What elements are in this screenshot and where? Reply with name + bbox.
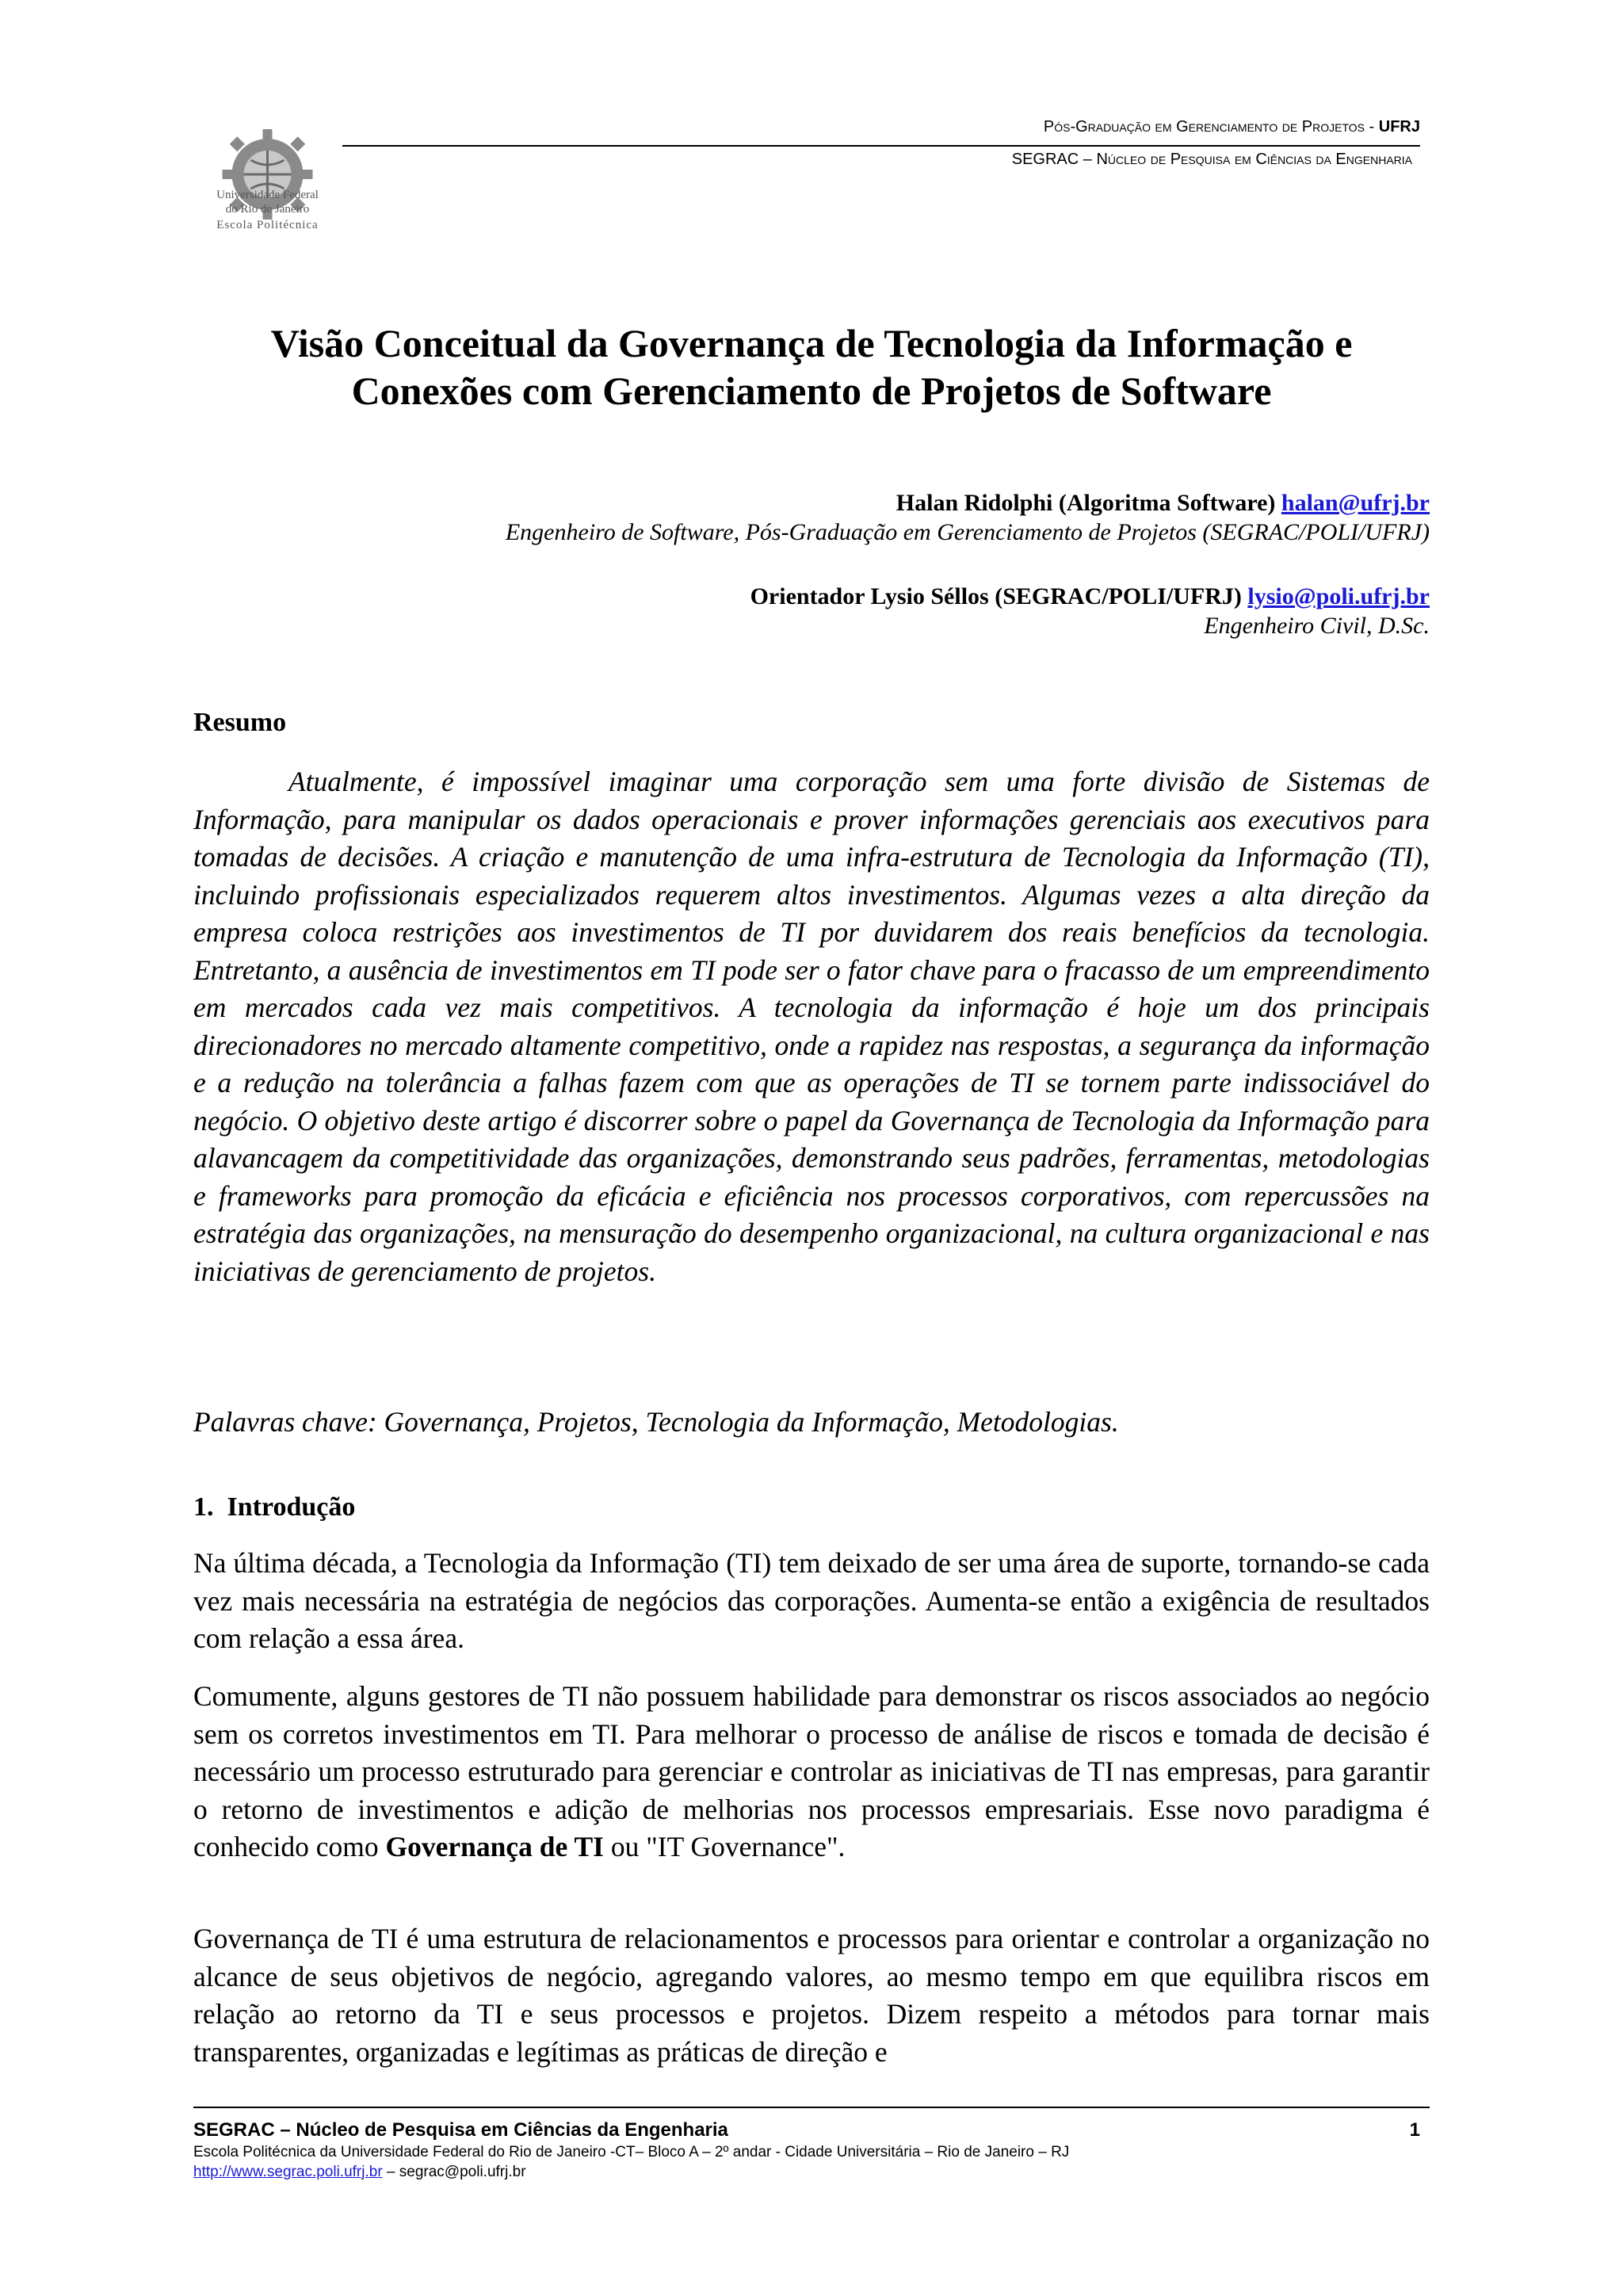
intro-paragraph-2-start: Comumente, alguns gestores de TI não possuem habilidade para demonstrar os riscos associados ao negócio sem os corretos investimentos em TI. Para melhorar o processo de análise de riscos e tomada de decisão é necessário um processo estruturado para gerenciar e controlar as iniciativas de TI nas empresas, para garantir o retorno de investimentos e adição de melhorias nos processos empresariais. Esse novo paradigma é conhecido como bbox=[193, 1680, 1430, 1862]
abstract-text: Atualmente, é impossível imaginar uma corporação sem uma forte divisão de Sistemas de Informação, para manipular os dados operacionais e prover informações gerenciais aos executivos para tomadas de decisões. A criação e manutenção de uma infra-estrutura de Tecnologia da Informação (TI), incluindo profissionais especializados requerem altos investimentos. Algumas vezes a alta direção da empresa coloca restrições aos investimentos de TI por duvidarem dos reais benefícios da tecnologia. Entretanto, a ausência de investimentos em TI pode ser o fator chave para o fracasso de um empreendimento em mercados cada vez mais competitivos. A tecnologia da informação é hoje um dos principais direcionadores no mercado altamente competitivo, onde a rapidez nas respostas, a segurança da informação e a redução na tolerância a falhas fazem com que as operações de TI se tornem parte indissociável do negócio. O objetivo deste artigo é discorrer sobre o papel da Governança de Tecnologia da Informação para alavancagem da competitividade das organizações, demonstrando seus padrões, ferramentas, metodologias e frameworks para promoção da eficácia e eficiência nos processos corporativos, com repercussões na estratégia das organizações, na mensuração do desempenho organizacional, na cultura organizacional e nas iniciativas de gerenciamento de projetos. bbox=[193, 766, 1430, 1287]
footer-address: Escola Politécnica da Universidade Federal do Rio de Janeiro -CT– Bloco A – 2º andar - Cidade Universitária – Rio de Janeiro – RJ bbox=[193, 2144, 1070, 2160]
segrac-description: Núcleo de Pesquisa em Ciências da Engenharia bbox=[1096, 151, 1412, 168]
segrac-separator: – bbox=[1079, 151, 1097, 168]
abstract-heading: Resumo bbox=[193, 708, 287, 737]
page-number: 1 bbox=[1409, 2119, 1420, 2141]
section-number: 1. bbox=[193, 1492, 214, 1522]
header-rule bbox=[342, 145, 1420, 147]
footer-title: SEGRAC – Núcleo de Pesquisa em Ciências da Engenharia bbox=[193, 2119, 728, 2141]
intro-paragraph-3: Governança de TI é uma estrutura de relacionamentos e processos para orientar e controlar a organização no alcance de seus objetivos de negócio, agregando valores, ao mesmo tempo em que equilibra riscos em relação ao retorno da TI e seus processos e projetos. Dizem respeito a métodos para tornar mais transparentes, organizadas e legítimas as práticas de direção e bbox=[193, 1923, 1430, 2068]
segrac-acronym: SEGRAC bbox=[1011, 151, 1079, 168]
footer-rule bbox=[193, 2107, 1430, 2108]
footer-separator: – bbox=[382, 2164, 399, 2180]
footer-contacts bbox=[193, 2164, 526, 2181]
intro-paragraph-2-end: ou "IT Governance". bbox=[604, 1831, 846, 1862]
footer-website-link[interactable]: http://www.segrac.poli.ufrj.br bbox=[193, 2164, 383, 2180]
author-1-name: Halan Ridolphi (Algoritma Software) bbox=[896, 490, 1276, 516]
program-header bbox=[1044, 118, 1420, 136]
university-name-line: Universidade Federal bbox=[216, 189, 319, 201]
section-title: Introdução bbox=[227, 1492, 356, 1522]
author-2-email-link[interactable]: lysio@poli.ufrj.br bbox=[1247, 583, 1430, 609]
paper-title-line-1: Visão Conceitual da Governança de Tecnologia da Informação e bbox=[270, 321, 1353, 365]
intro-paragraph-1: Na última década, a Tecnologia da Informação (TI) tem deixado de ser uma área de suporte, tornando-se cada vez mais necessária na estratégia de negócios das corporações. Aumenta-se então a exigência de resultados com relação a essa área. bbox=[193, 1547, 1430, 1654]
program-institution: UFRJ bbox=[1378, 118, 1420, 136]
segrac-header bbox=[1012, 151, 1412, 169]
keywords: Palavras chave: Governança, Projetos, Tecnologia da Informação, Metodologias. bbox=[193, 1406, 1119, 1438]
school-name-line: Escola Politécnica bbox=[216, 219, 319, 231]
author-2 bbox=[750, 583, 1430, 610]
paper-title-line-2: Conexões com Gerenciamento de Projetos de Software bbox=[351, 369, 1272, 413]
author-1-role: Engenheiro de Software, Pós-Graduação em Gerenciamento de Projetos (SEGRAC/POLI/UFRJ) bbox=[505, 519, 1430, 545]
program-separator: - bbox=[1364, 118, 1379, 136]
intro-paragraph-2-bold-term: Governança de TI bbox=[385, 1831, 604, 1862]
introduction-heading bbox=[193, 1492, 355, 1522]
author-2-name: Orientador Lysio Séllos (SEGRAC/POLI/UFRJ) bbox=[750, 583, 1242, 609]
author-1 bbox=[896, 490, 1430, 517]
author-2-role: Engenheiro Civil, D.Sc. bbox=[1204, 613, 1430, 639]
author-1-email-link[interactable]: halan@ufrj.br bbox=[1281, 490, 1430, 516]
program-name: Pós-Graduação em Gerenciamento de Projetos bbox=[1043, 118, 1365, 136]
intro-paragraph-2 bbox=[193, 1678, 1430, 1866]
university-name-line: do Rio de Janeiro bbox=[225, 203, 310, 216]
footer-email: segrac@poli.ufrj.br bbox=[399, 2164, 526, 2180]
